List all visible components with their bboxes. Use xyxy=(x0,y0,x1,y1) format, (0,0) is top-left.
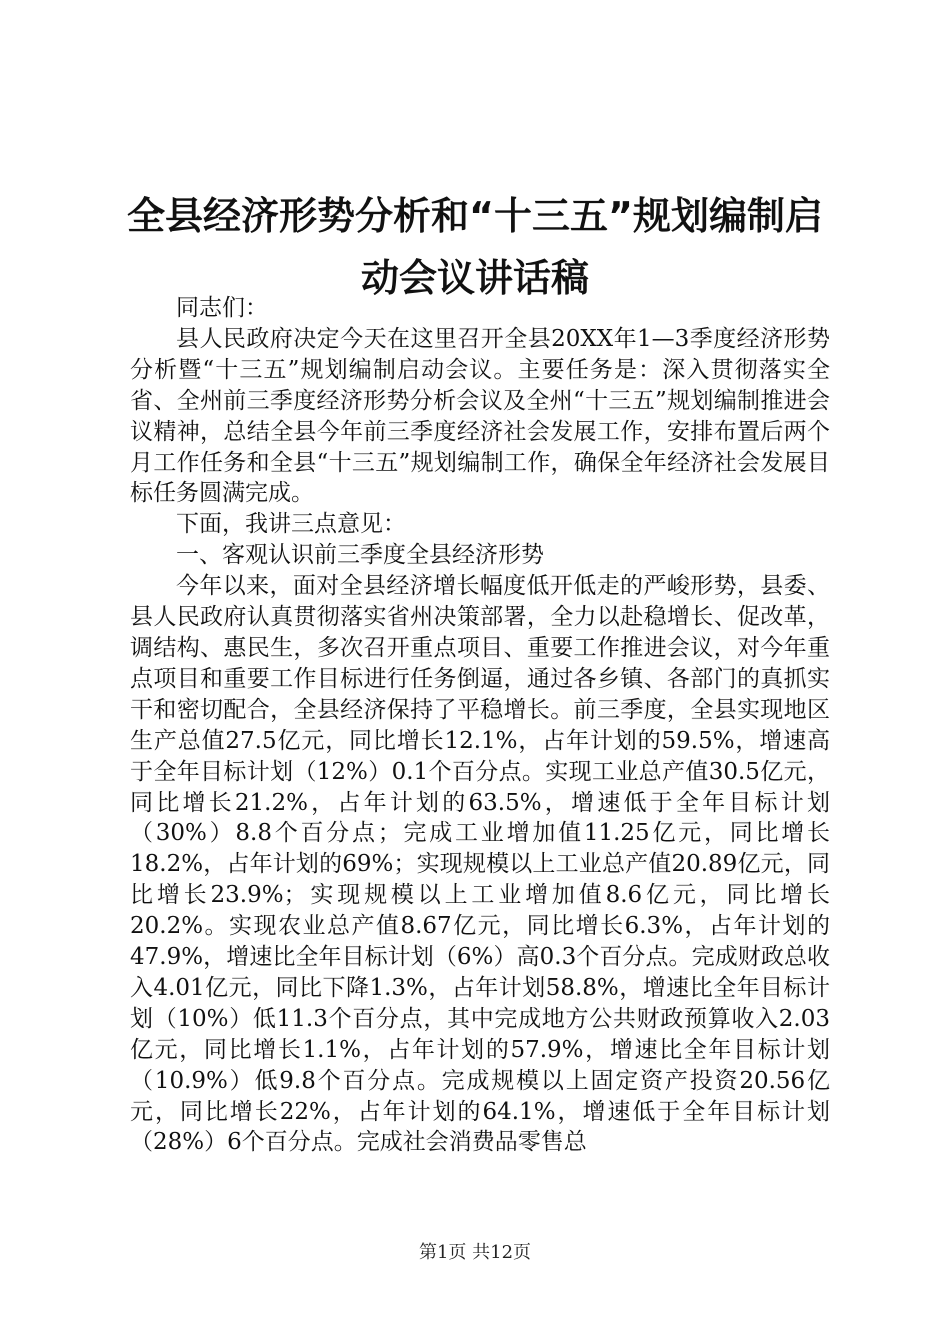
section-heading: 一、客观认识前三季度全县经济形势 xyxy=(176,542,544,569)
document-body xyxy=(130,293,830,1158)
page-footer: 第1页 共12页 xyxy=(418,1242,532,1263)
outline-paragraph: 下面，我讲三点意见： xyxy=(176,511,406,538)
intro-paragraph: 县人民政府决定今天在这里召开全县20XX年1—3季度经济形势分析暨“十三五”规划编制启动会议。主要任务是：深入贯彻落实全省、全州前三季度经济形势分析会议及全州“十三五”规划编制推进会议精神，总结全县今年前三季度经济社会发展工作，安排布置后两个月工作任务和全县“十三五”规划编制工作，确保全年经济社会发展目标任务圆满完成。 xyxy=(130,325,830,507)
section-paragraph: 今年以来，面对全县经济增长幅度低开低走的严峻形势，县委、县人民政府认真贯彻落实省州决策部署，全力以赴稳增长、促改革，调结构、惠民生，多次召开重点项目、重要工作推进会议，对今年重点项目和重要工作目标进行任务倒逼，通过各乡镇、各部门的真抓实干和密切配合，全县经济保持了平稳增长。前三季度，全县实现地区生产总值27.5亿元，同比增长12.1%，占年计划的59.5%，增速高于全年目标计划（12%）0.1个百分点。实现工业总产值30.5亿元，同比增长21.2%，占年计划的63.5%，增速低于全年目标计划（30%）8.8个百分点；完成工业增加值11.25亿元，同比增长18.2%，占年计划的69%；实现规模以上工业总产值20.89亿元，同比增长23.9%；实现规模以上工业增加值8.6亿元，同比增长20.2%。实现农业总产值8.67亿元，同比增长6.3%，占年计划的47.9%，增速比全年目标计划（6%）高0.3个百分点。完成财政总收入4.01亿元，同比下降1.3%，占年计划58.8%，增速比全年目标计划（10%）低11.3个百分点，其中完成地方公共财政预算收入2.03亿元，同比增长1.1%，占年计划的57.9%，增速比全年目标计划（10.9%）低9.8个百分点。完成规模以上固定资产投资20.56亿元，同比增长22%，占年计划的64.1%，增速低于全年目标计划（28%）6个百分点。完成社会消费品零售总 xyxy=(130,573,830,1156)
document-title: 全县经济形势分析和“十三五”规划编制启动会议讲话稿 xyxy=(127,194,823,300)
salutation-paragraph: 同志们： xyxy=(176,295,268,321)
